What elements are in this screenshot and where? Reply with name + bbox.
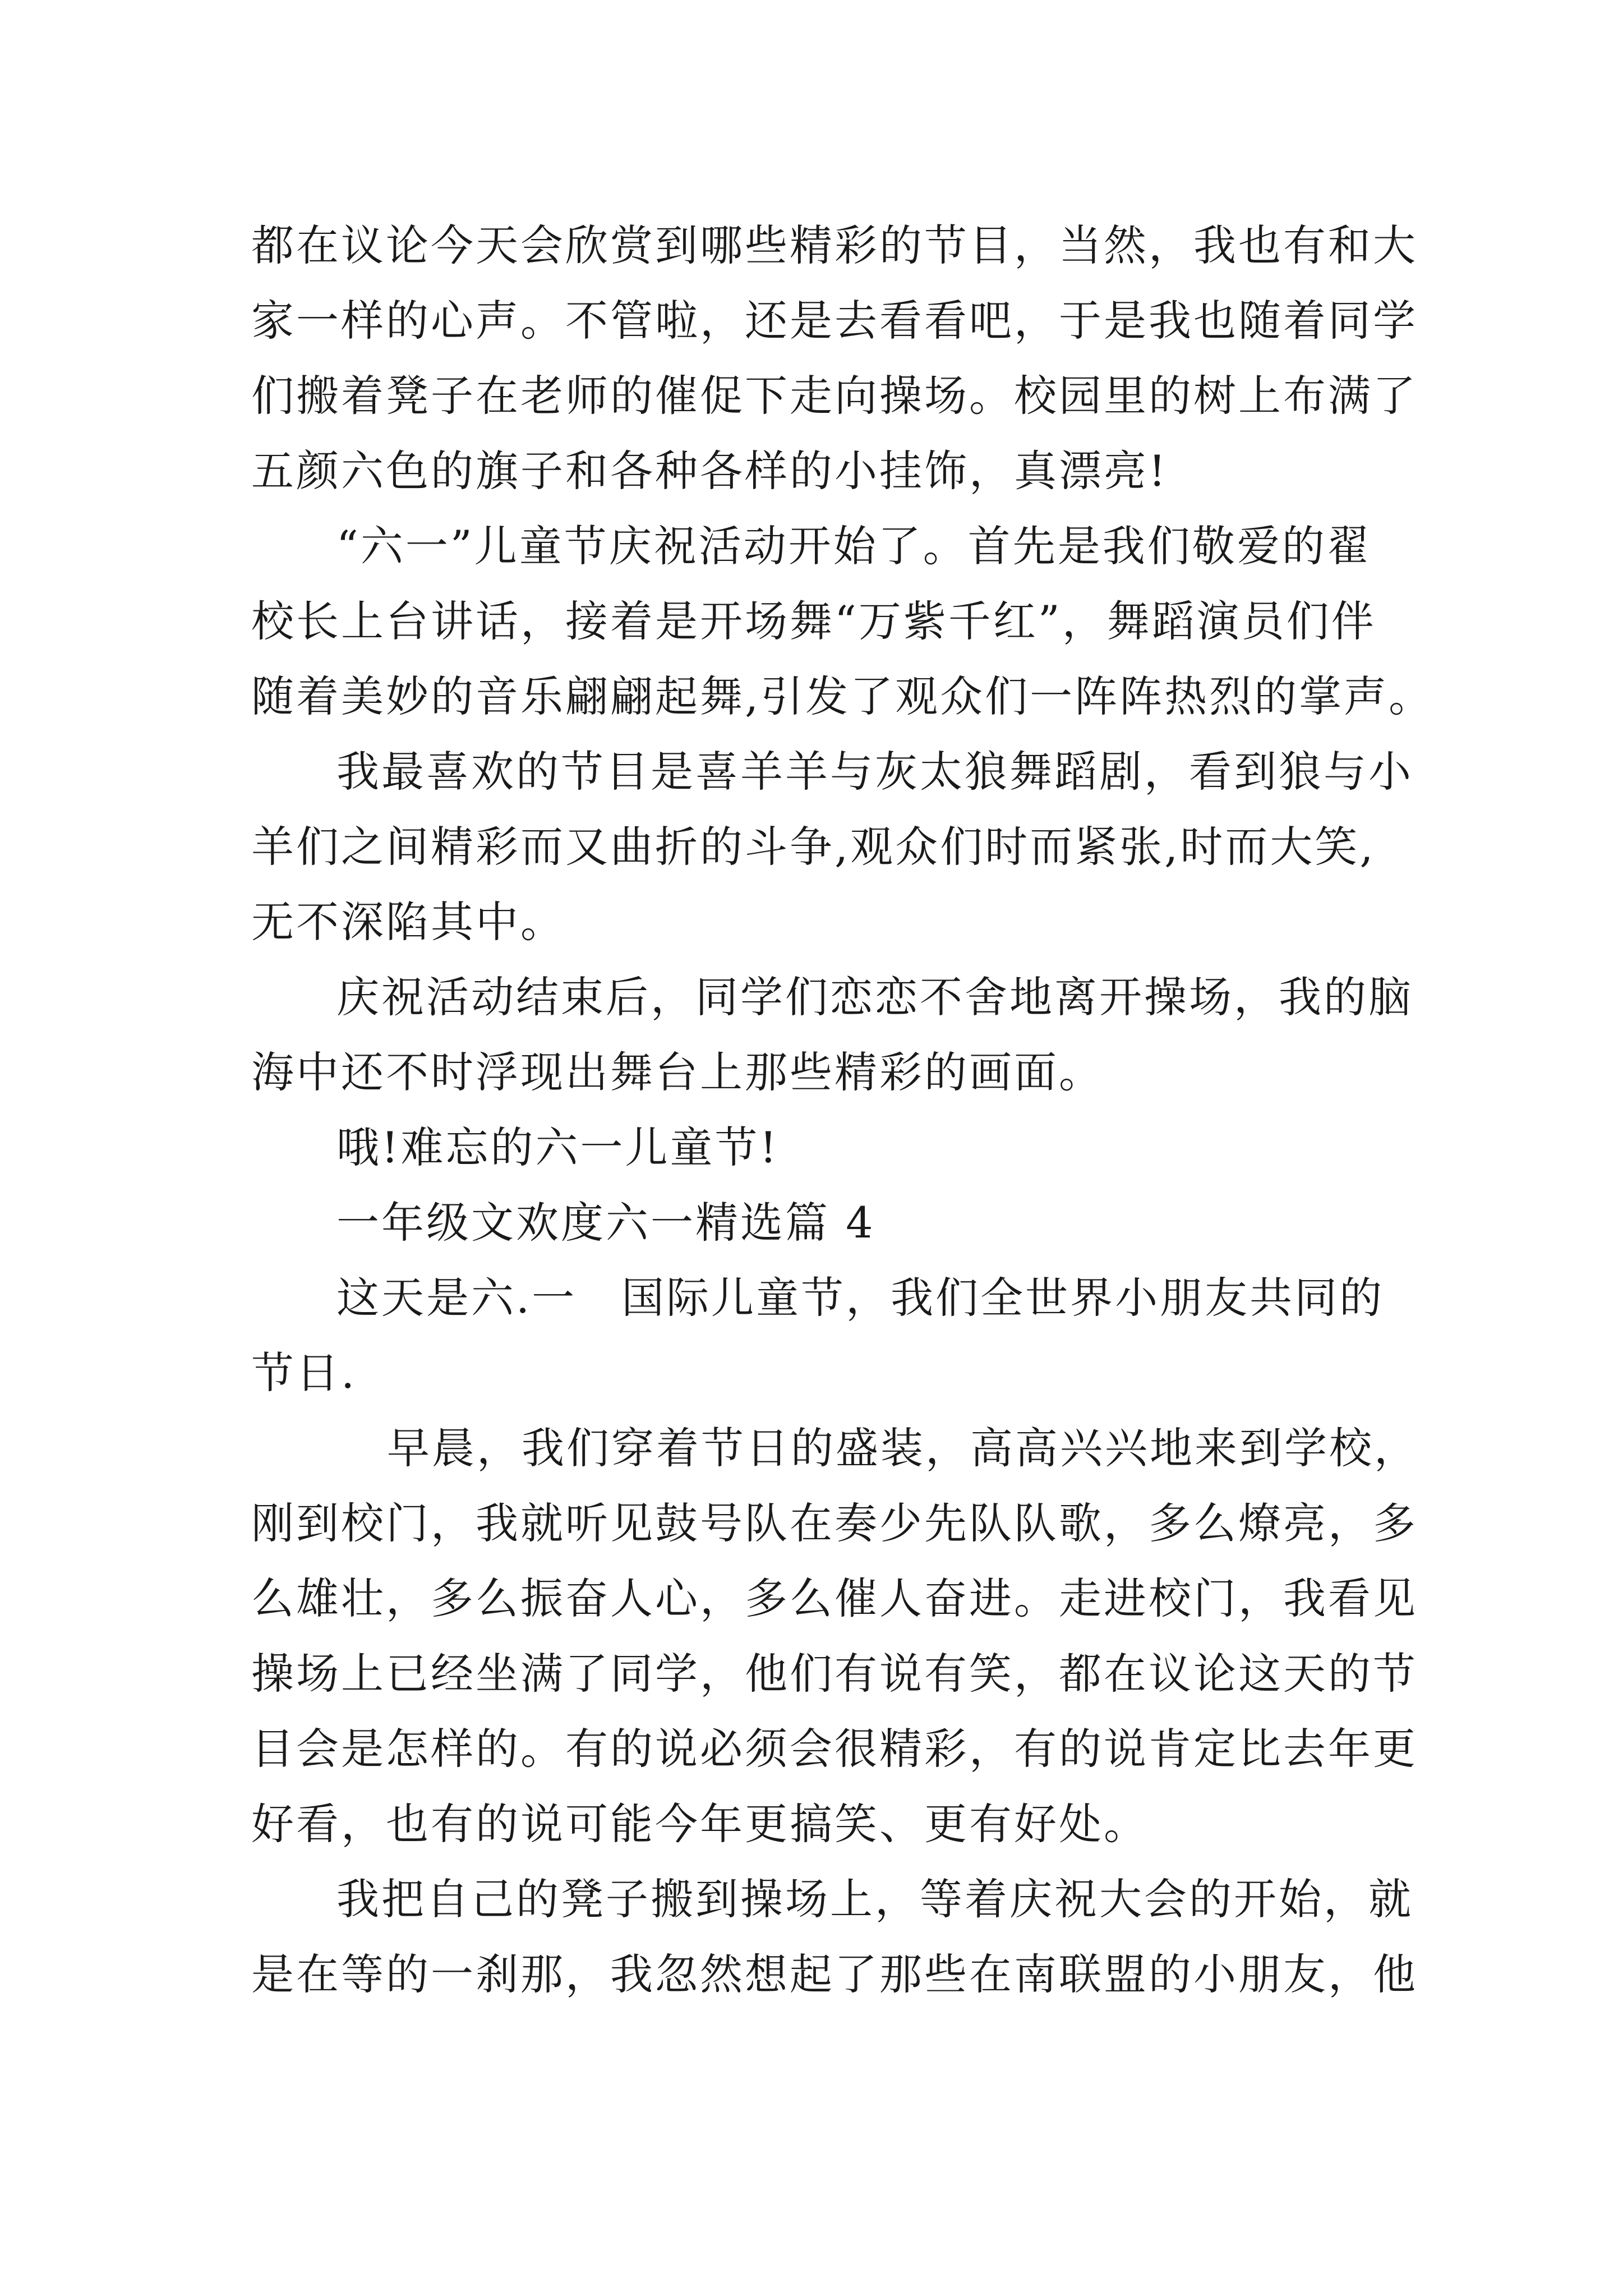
paragraph-start-line: 这天是六.一 国际儿童节，我们全世界小朋友共同的 [336, 1273, 1385, 1323]
text-line: 都在议论今天会欣赏到哪些精彩的节目，当然，我也有和大 [251, 220, 1418, 270]
paragraph-start-line: 我把自己的凳子搬到操场上，等着庆祝大会的开始，就 [336, 1874, 1413, 1924]
text-line: 么雄壮，多么振奋人心，多么催人奋进。走进校门，我看见 [251, 1573, 1418, 1623]
text-line: 五颜六色的旗子和各种各样的小挂饰，真漂亮! [251, 446, 1168, 496]
paragraph-start-line: 早晨，我们穿着节日的盛装，高高兴兴地来到学校， [387, 1423, 1419, 1473]
text-line: 节日. [251, 1348, 357, 1398]
text-line: 家一样的心声。不管啦，还是去看看吧，于是我也随着同学 [251, 296, 1418, 346]
text-line: 随着美妙的音乐翩翩起舞,引发了观众们一阵阵热烈的掌声。 [251, 671, 1434, 721]
text-line: 无不深陷其中。 [251, 897, 565, 947]
text-line: 校长上台讲话，接着是开场舞“万紫千红”，舞蹈演员们伴 [251, 596, 1376, 646]
text-line: 海中还不时浮现出舞台上那些精彩的画面。 [251, 1047, 1104, 1097]
text-line: 好看，也有的说可能今年更搞笑、更有好处。 [251, 1799, 1149, 1849]
paragraph-start-line: 我最喜欢的节目是喜羊羊与灰太狼舞蹈剧，看到狼与小 [336, 747, 1413, 797]
text-line: 操场上已经坐满了同学，他们有说有笑，都在议论这天的节 [251, 1649, 1418, 1699]
text-line: 目会是怎样的。有的说必须会很精彩，有的说肯定比去年更 [251, 1724, 1418, 1774]
text-line: 是在等的一刹那，我忽然想起了那些在南联盟的小朋友，他 [251, 1949, 1418, 1999]
paragraph-start-line: 庆祝活动结束后，同学们恋恋不舍地离开操场，我的脑 [336, 972, 1413, 1022]
paragraph-start-line: 哦!难忘的六一儿童节! [336, 1122, 780, 1172]
text-line: 羊们之间精彩而又曲折的斗争,观众们时而紧张,时而大笑, [251, 822, 1376, 872]
text-line: 们搬着凳子在老师的催促下走向操场。校园里的树上布满了 [251, 371, 1418, 421]
section-heading: 一年级文欢度六一精选篇 4 [336, 1198, 875, 1248]
text-line: 刚到校门，我就听见鼓号队在奏少先队队歌，多么燎亮，多 [251, 1498, 1418, 1548]
paragraph-start-line: “六一”儿童节庆祝活动开始了。首先是我们敬爱的翟 [336, 521, 1372, 571]
